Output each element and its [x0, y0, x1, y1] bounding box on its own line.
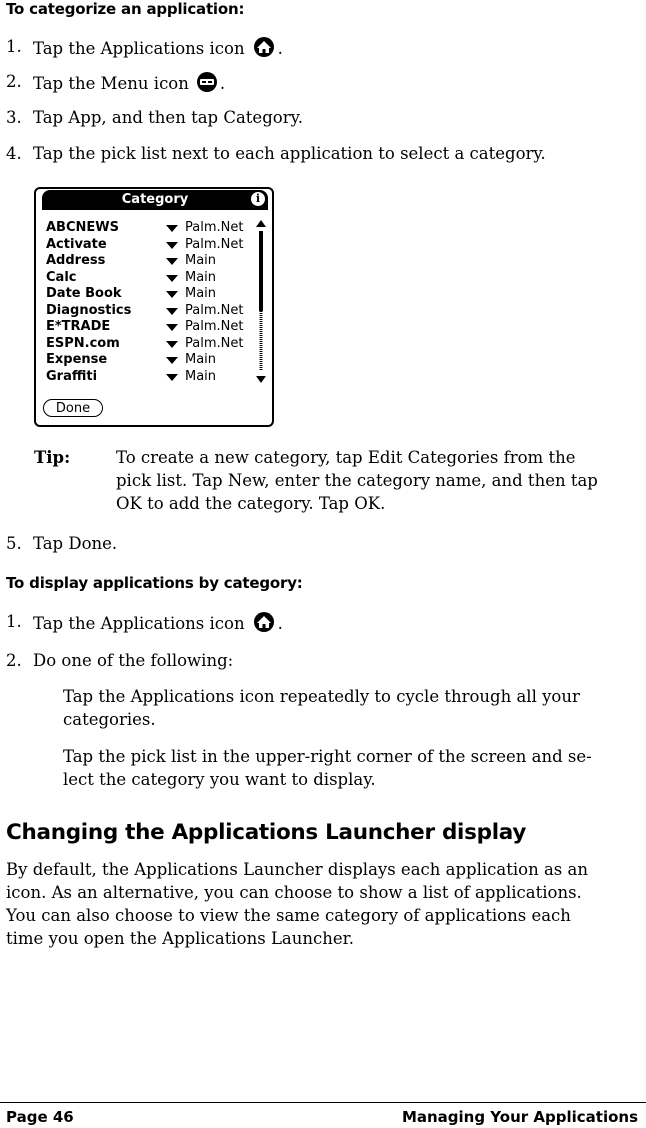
app-row[interactable]: Expense Main — [46, 352, 217, 367]
pick-list-arrow-icon[interactable] — [166, 357, 178, 364]
app-row[interactable]: Diagnostics Palm.Net — [46, 302, 244, 318]
pick-list-arrow-icon[interactable] — [166, 275, 178, 282]
tip-label: Tip: — [34, 448, 71, 467]
section-heading-categorize: To categorize an application: — [6, 0, 245, 18]
pick-list-arrow-icon[interactable] — [166, 242, 178, 249]
step-number: 1. — [6, 612, 22, 631]
category-title: Category — [121, 192, 189, 207]
footer-rule — [0, 1102, 646, 1103]
tip-text: To create a new category, tap Edit Categories from the pick list. Tap New, enter the category name, and then tap OK to add the category. Tap OK. — [116, 448, 598, 513]
step-text: Tap App, and then tap Category. — [33, 108, 303, 127]
pick-list-arrow-icon[interactable] — [166, 324, 178, 331]
applications-home-icon — [251, 611, 277, 639]
step-number: 4. — [6, 144, 22, 163]
step-number: 3. — [6, 108, 22, 127]
app-row[interactable]: E*TRADE Palm.Net — [46, 319, 244, 334]
done-button[interactable]: Done — [43, 399, 103, 417]
step-text: Tap Done. — [33, 534, 118, 553]
pick-list-arrow-icon[interactable] — [166, 308, 178, 315]
pick-list-arrow-icon[interactable] — [166, 258, 178, 265]
info-icon[interactable]: i — [251, 192, 265, 206]
app-row[interactable]: Date Book Main — [46, 286, 217, 301]
step-number: 1. — [6, 37, 22, 56]
page-number: Page 46 — [6, 1108, 74, 1126]
option-cycle-categories: Tap the Applications icon repeatedly to cycle through all your categories. — [63, 687, 580, 729]
section-heading-display-by-category: To display applications by category: — [6, 574, 303, 592]
app-row[interactable]: Graffiti Main — [46, 368, 217, 384]
pick-list-arrow-icon[interactable] — [166, 291, 178, 298]
chapter-title: Managing Your Applications — [401, 1108, 638, 1126]
applications-home-icon — [251, 36, 277, 64]
scrollbar[interactable] — [255, 219, 267, 385]
option-pick-list: Tap the pick list in the upper-right corner of the screen and se- lect the category you want to display. — [63, 747, 592, 789]
app-row[interactable]: Activate Palm.Net — [46, 236, 244, 252]
pick-list-arrow-icon[interactable] — [166, 225, 178, 232]
launcher-display-paragraph: By default, the Applications Launcher displays each application as an icon. As an alternative, you can choose to show a list of applications. You can also choose to view the same category of applications each time you open the Applications Launcher. — [6, 860, 588, 948]
step-number: 5. — [6, 534, 22, 553]
category-screenshot — [34, 187, 274, 427]
step-text: Tap the pick list next to each application to select a category. — [33, 144, 546, 163]
step-text: Do one of the following: — [33, 651, 234, 670]
pick-list-arrow-icon[interactable] — [166, 374, 178, 381]
step-text: Tap the Applications icon — [33, 614, 245, 633]
category-title-bar — [42, 190, 268, 210]
step-number: 2. — [6, 651, 22, 670]
menu-icon — [195, 71, 219, 99]
app-row[interactable]: Calc Main — [46, 269, 217, 285]
app-row[interactable]: ABCNEWS Palm.Net — [46, 220, 244, 235]
step-text: Tap the Applications icon — [33, 39, 245, 58]
app-row[interactable]: Address Main — [46, 253, 217, 268]
step-text: Tap the Menu icon — [33, 74, 189, 93]
pick-list-arrow-icon[interactable] — [166, 341, 178, 348]
section-title-launcher-display: Changing the Applications Launcher display — [6, 820, 527, 845]
step-number: 2. — [6, 72, 22, 91]
app-row[interactable]: ESPN.com Palm.Net — [46, 335, 244, 351]
